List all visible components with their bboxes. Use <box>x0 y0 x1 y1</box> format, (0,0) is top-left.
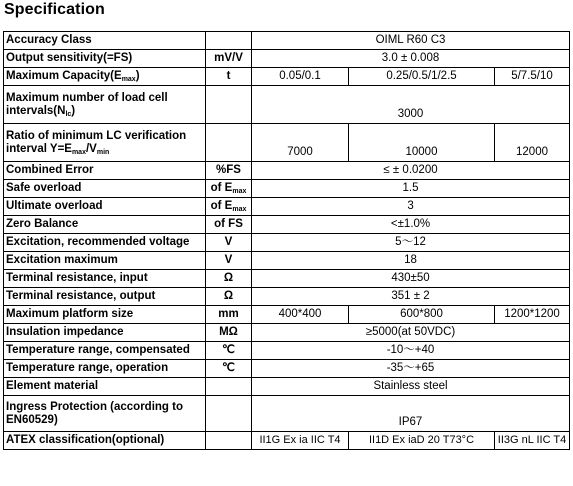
param-safe-overload: Safe overload <box>4 180 206 198</box>
specification-table <box>3 31 570 450</box>
value-atex-1: II1G Ex ia IIC T4 <box>252 432 349 450</box>
unit-ingress-protection <box>206 396 252 432</box>
value-output-sensitivity: 3.0 ± 0.008 <box>252 50 570 68</box>
table-row <box>4 396 570 432</box>
table-row <box>4 252 570 270</box>
table-row <box>4 32 570 50</box>
param-accuracy-class: Accuracy Class <box>4 32 206 50</box>
param-maximum-platform-size: Maximum platform size <box>4 306 206 324</box>
value-ingress-protection: IP67 <box>252 396 570 432</box>
unit-output-sensitivity: mV/V <box>206 50 252 68</box>
unit-ultimate-overload: of $E_{max}$ <box>206 198 252 216</box>
value-ratio-3: 12000 <box>495 124 570 162</box>
param-insulation-impedance: Insulation impedance <box>4 324 206 342</box>
unit-terminal-resistance-output: Ω <box>206 288 252 306</box>
param-element-material: Element material <box>4 378 206 396</box>
table-row <box>4 180 570 198</box>
unit-verification-ratio <box>206 124 252 162</box>
table-row <box>4 432 570 450</box>
value-load-cell-intervals: 3000 <box>252 86 570 124</box>
table-row <box>4 68 570 86</box>
unit-temperature-operation: ℃ <box>206 360 252 378</box>
unit-maximum-capacity: t <box>206 68 252 86</box>
param-zero-balance: Zero Balance <box>4 216 206 234</box>
param-atex-classification: ATEX classification(optional) <box>4 432 206 450</box>
value-element-material: Stainless steel <box>252 378 570 396</box>
param-excitation-recommended: Excitation, recommended voltage <box>4 234 206 252</box>
table-row <box>4 270 570 288</box>
table-row <box>4 198 570 216</box>
value-ratio-1: 7000 <box>252 124 349 162</box>
value-combined-error: ≤ ± 0.0200 <box>252 162 570 180</box>
unit-terminal-resistance-input: Ω <box>206 270 252 288</box>
unit-temperature-compensated: ℃ <box>206 342 252 360</box>
unit-maximum-platform-size: mm <box>206 306 252 324</box>
table-row <box>4 288 570 306</box>
table-row <box>4 86 570 124</box>
unit-element-material <box>206 378 252 396</box>
table-row <box>4 306 570 324</box>
value-excitation-recommended: 5～12 <box>252 234 570 252</box>
value-terminal-resistance-output: 351 ± 2 <box>252 288 570 306</box>
unit-load-cell-intervals <box>206 86 252 124</box>
param-terminal-resistance-output: Terminal resistance, output <box>4 288 206 306</box>
unit-zero-balance: of FS <box>206 216 252 234</box>
value-zero-balance: <±1.0% <box>252 216 570 234</box>
param-ingress-protection: Ingress Protection (according to EN60529) <box>4 396 206 432</box>
value-temperature-compensated: -10～+40 <box>252 342 570 360</box>
value-capacity-1: 0.05/0.1 <box>252 68 349 86</box>
unit-insulation-impedance: MΩ <box>206 324 252 342</box>
value-excitation-maximum: 18 <box>252 252 570 270</box>
value-capacity-3: 5/7.5/10 <box>495 68 570 86</box>
param-terminal-resistance-input: Terminal resistance, input <box>4 270 206 288</box>
unit-safe-overload: of $E_{max}$ <box>206 180 252 198</box>
unit-excitation-maximum: V <box>206 252 252 270</box>
unit-excitation-recommended: V <box>206 234 252 252</box>
value-accuracy-class: OIML R60 C3 <box>252 32 570 50</box>
param-maximum-capacity: Maximum $Capacity(E_{max})$ <box>4 68 206 86</box>
value-ultimate-overload: 3 <box>252 198 570 216</box>
param-output-sensitivity: Output sensitivity(=FS) <box>4 50 206 68</box>
table-row <box>4 324 570 342</box>
value-terminal-resistance-input: 430±50 <box>252 270 570 288</box>
table-row <box>4 50 570 68</box>
value-temperature-operation: -35～+65 <box>252 360 570 378</box>
unit-accuracy-class <box>206 32 252 50</box>
unit-combined-error: %FS <box>206 162 252 180</box>
param-excitation-maximum: Excitation maximum <box>4 252 206 270</box>
value-safe-overload: 1.5 <box>252 180 570 198</box>
table-row <box>4 162 570 180</box>
table-row <box>4 342 570 360</box>
value-atex-3: II3G nL IIC T4 <box>495 432 570 450</box>
value-ratio-2: 10000 <box>349 124 495 162</box>
value-platform-3: 1200*1200 <box>495 306 570 324</box>
table-row <box>4 124 570 162</box>
table-row <box>4 216 570 234</box>
param-verification-ratio: Ratio of minimum LC verification interval $Y=E_{max}/V_{min}$ <box>4 124 206 162</box>
param-temperature-compensated: Temperature range, compensated <box>4 342 206 360</box>
param-combined-error: Combined Error <box>4 162 206 180</box>
param-temperature-operation: Temperature range, operation <box>4 360 206 378</box>
table-row <box>4 378 570 396</box>
value-insulation-impedance: ≥5000(at 50VDC) <box>252 324 570 342</box>
table-row <box>4 360 570 378</box>
value-platform-1: 400*400 <box>252 306 349 324</box>
param-load-cell-intervals: Maximum number of load cell $intervals(N_{lc})$ <box>4 86 206 124</box>
value-platform-2: 600*800 <box>349 306 495 324</box>
unit-atex-classification <box>206 432 252 450</box>
value-capacity-2: 0.25/0.5/1/2.5 <box>349 68 495 86</box>
value-atex-2: II1D Ex iaD 20 T73°C <box>349 432 495 450</box>
page-title: Specification <box>4 1 105 18</box>
param-ultimate-overload: Ultimate overload <box>4 198 206 216</box>
table-row <box>4 234 570 252</box>
